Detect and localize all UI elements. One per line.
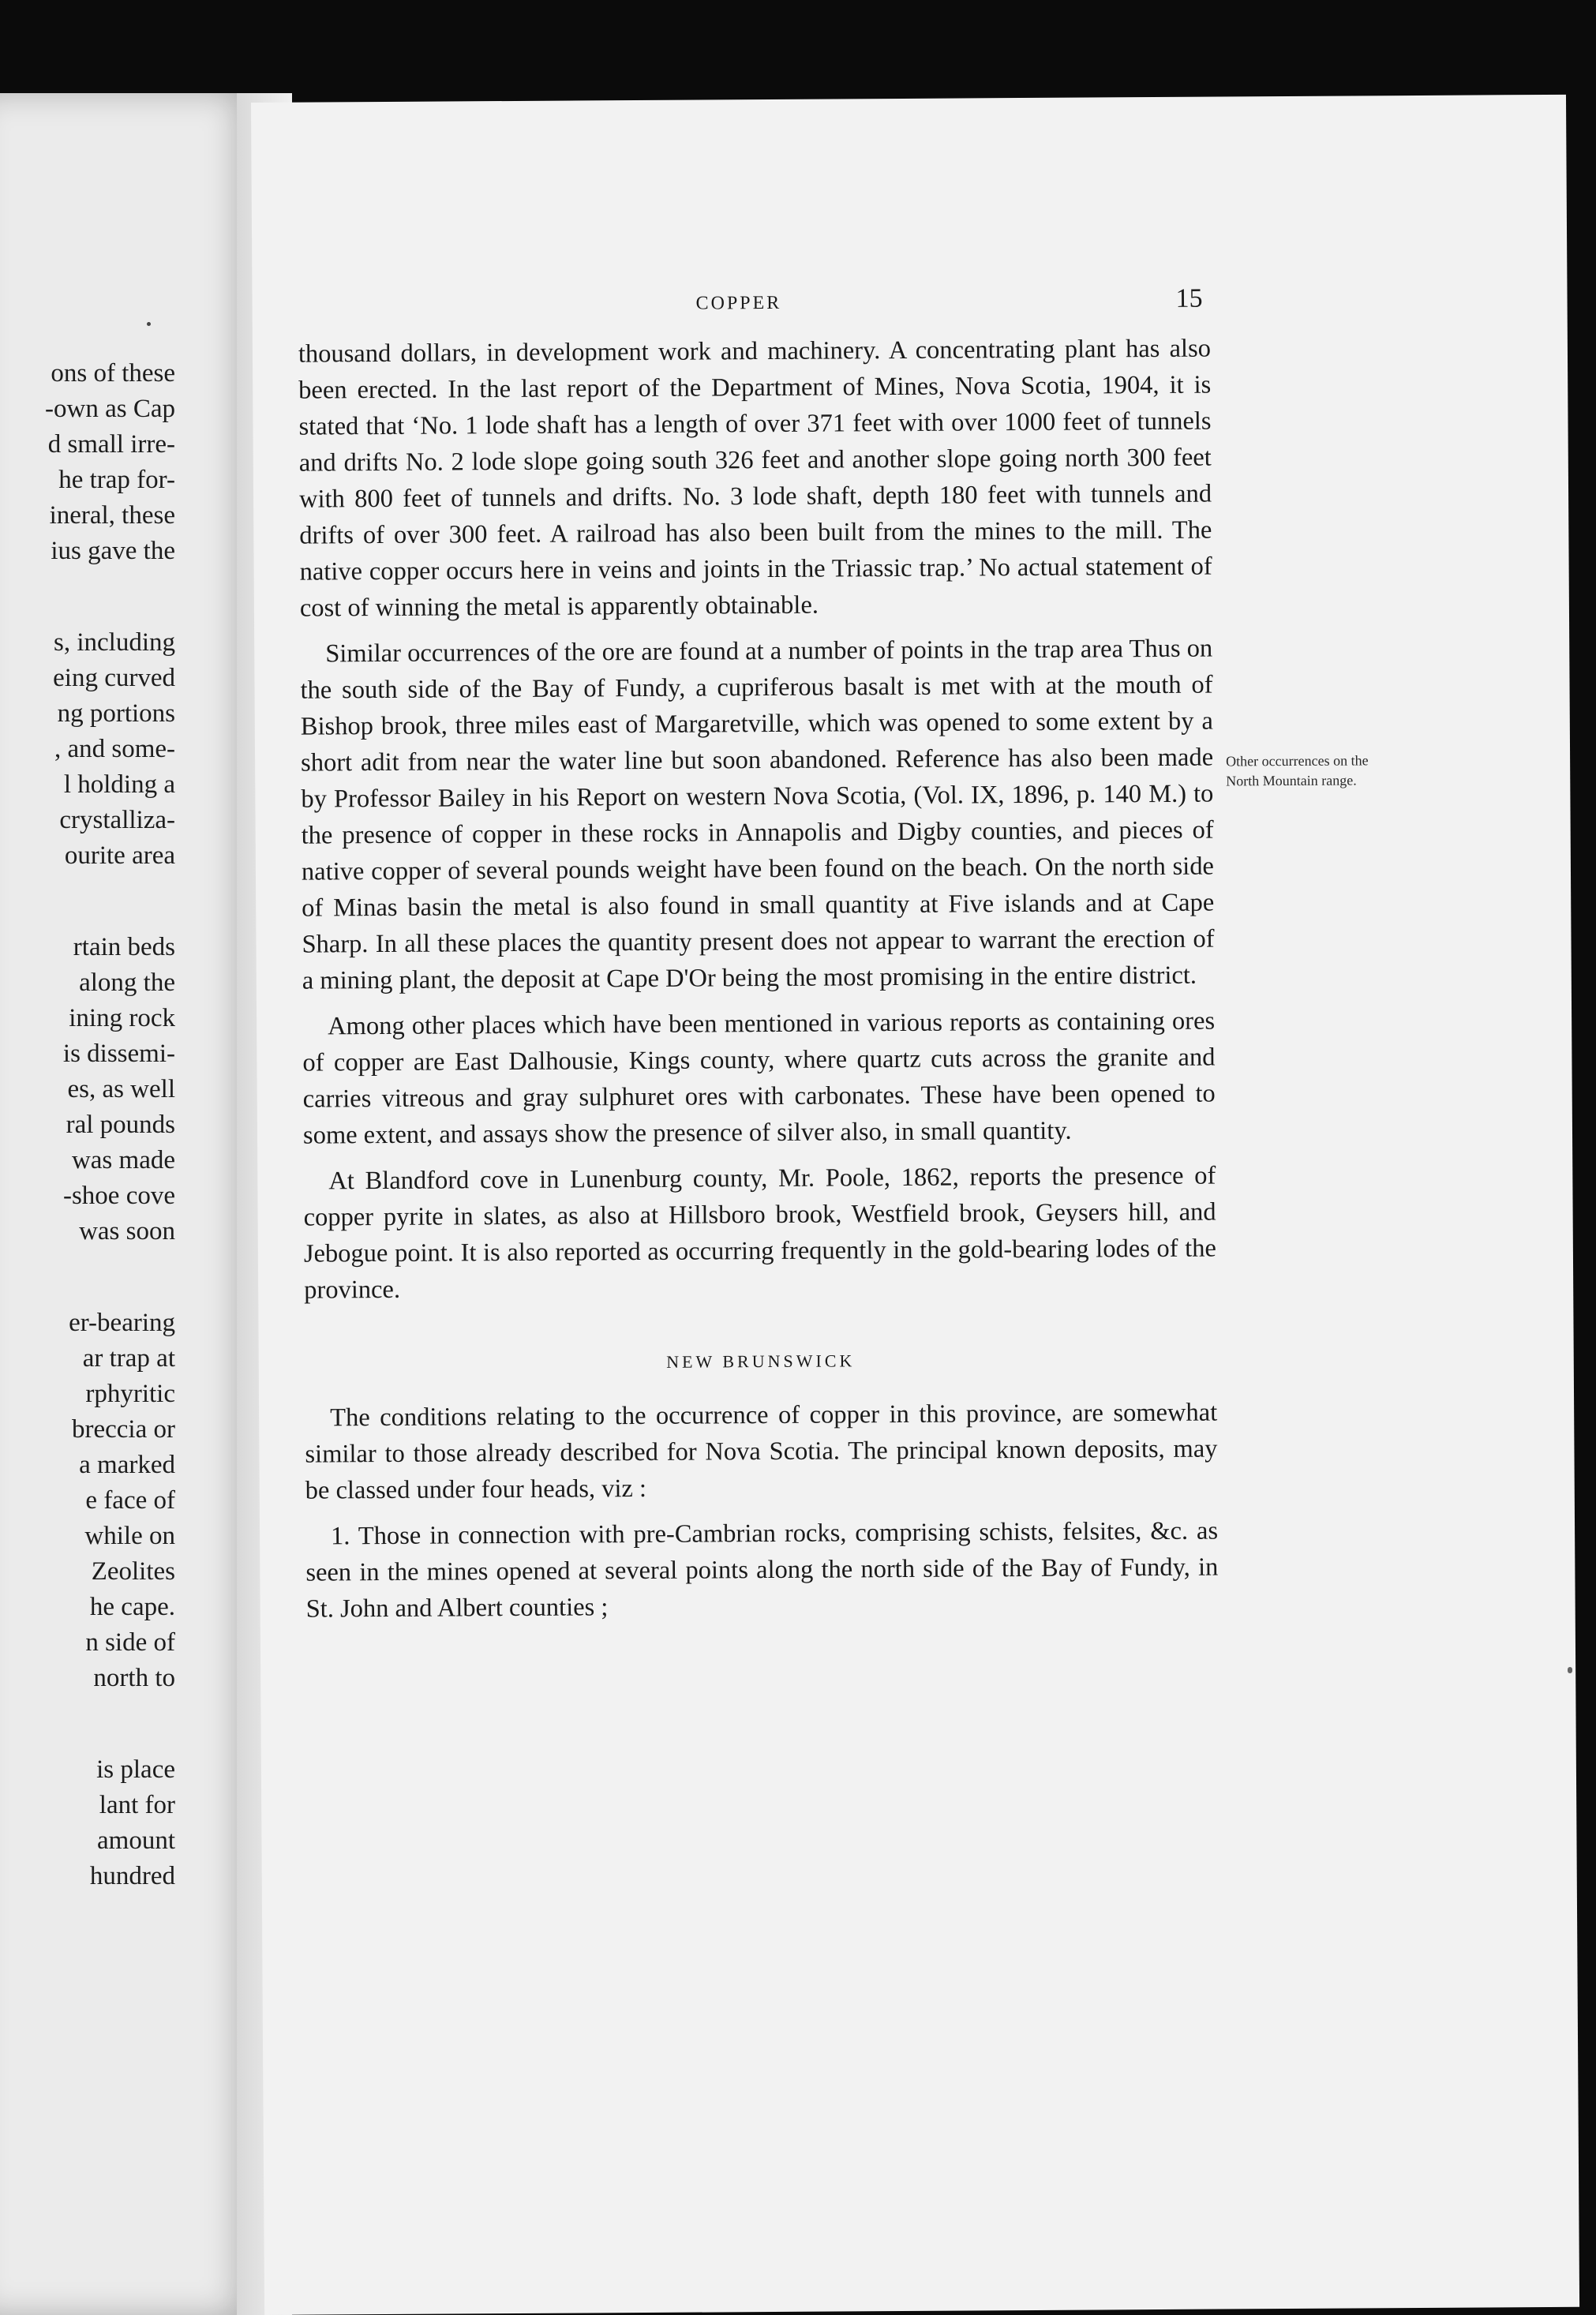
left-page-line: e face of	[85, 1486, 175, 1515]
left-page-line: ar trap at	[82, 1344, 175, 1373]
left-page-line: -shoe cove	[62, 1182, 175, 1210]
left-page-line: ourite area	[64, 841, 175, 870]
left-page-line: is dissemi-	[62, 1040, 175, 1068]
left-page-line: along the	[79, 968, 175, 997]
left-page-line: crystalliza-	[59, 806, 175, 834]
page-number: 15	[1175, 283, 1203, 313]
left-page-line: s, including	[54, 628, 175, 657]
left-page-line: a marked	[79, 1451, 175, 1479]
left-page-line: he trap for-	[58, 466, 175, 494]
left-page-line: ining rock	[69, 1004, 175, 1032]
left-page-line: rtain beds	[73, 933, 175, 961]
page-speck	[147, 322, 151, 326]
left-page-line: hundred	[89, 1862, 175, 1890]
left-page-line: breccia or	[72, 1415, 175, 1444]
left-page-line: while on	[84, 1522, 175, 1550]
left-page-line: ral pounds	[66, 1111, 175, 1139]
left-page-line: he cape.	[89, 1593, 175, 1621]
left-page-line: ius gave the	[51, 537, 175, 565]
left-page-line: amount	[97, 1826, 175, 1855]
left-page-line: , and some-	[54, 735, 175, 763]
left-page-line: d small irre-	[47, 430, 175, 459]
left-page-line: was soon	[79, 1217, 175, 1246]
left-page-line: -own as Cap	[45, 395, 175, 423]
running-title: COPPER	[695, 292, 782, 314]
paragraph-6: 1. Those in connection with pre-Cambrian rocks, comprising schists, felsites, &c. as seen in the mines opened at several points along the north side of the Bay of Fundy, in St. John and Albert counties ;	[305, 1516, 1219, 1624]
paragraph-3: Among other places which have been mentioned in various reports as containing ores of copper are East Dalhousie, Kings county, where quartz cuts across the granite and carries vitreous and gray sulphuret ores with carbonates. These have been opened to some extent, and assays show the presence of silver also, in small quantity.	[302, 1006, 1216, 1150]
left-page-line: l holding a	[63, 770, 175, 799]
left-page-line: rphyritic	[85, 1380, 175, 1408]
running-head	[252, 283, 1567, 314]
left-page-line: Zeolites	[91, 1557, 175, 1586]
left-page-line: was made	[71, 1146, 175, 1174]
paragraph-1: thousand dollars, in development work and machinery. A concentrating plant has also been erected. In the last report of the Department of Mines, Nova Scotia, 1904, it is stated that ‘No. 1 lode shaft has a length of over 371 feet with over 1000 feet of tunnels and drifts No. 2 lode slope going south 326 feet and another slope going north 300 feet with 800 feet of tunnels and drifts. No. 3 lode shaft, depth 180 feet with tunnels and drifts of over 300 feet. A railroad has also been built from the mines to the mill. The native copper occurs here in veins and joints in the Triassic trap.’ No actual statement of cost of winning the metal is apparently obtainable.	[298, 334, 1212, 623]
left-page-line: ineral, these	[49, 501, 175, 530]
left-page-line: eing curved	[53, 664, 175, 692]
left-page-line: es, as well	[67, 1075, 175, 1103]
left-page-line: er-bearing	[69, 1309, 175, 1337]
marginal-note: Other occurrences on the North Mountain range.	[1226, 752, 1369, 789]
paragraph-5: The conditions relating to the occurrence of copper in this province, are somewhat similar to those already described for Nova Scotia. The principal known deposits, may be classed under four heads, viz :	[305, 1398, 1218, 1505]
left-page-line: ons of these	[51, 359, 175, 388]
background-speck	[1568, 1667, 1572, 1673]
paragraph-2: Similar occurrences of the ore are found at a number of points in the trap area Thus on the south side of the Bay of Fundy, a cupriferous basalt is met with at the mouth of Bishop brook, three miles east of Margaretville, which was opened to some extent by a short adit from near the water line but soon abandoned. Reference has also been made by Professor Bailey in his Report on western Nova Scotia, (Vol. IX, 1896, p. 140 M.) to the presence of copper in these rocks in Annapolis and Digby counties, and pieces of native copper of several pounds weight have been found on the beach. On the north side of Minas basin the metal is also found in small quantity at Five islands and at Cape Sharp. In all these places the quantity present does not appear to warrant the erection of a mining plant, the deposit at Cape D'Or being the most promising in the entire district.	[300, 634, 1215, 995]
paragraph-4: At Blandford cove in Lunenburg county, Mr. Poole, 1862, reports the presence of copper pyrite in slates, as also at Hillsboro brook, Westfield brook, Geysers hill, and Jebogue point. It is also reported as occurring frequently in the gold-bearing lodes of the province.	[303, 1161, 1216, 1305]
section-heading: NEW BRUNSWICK	[666, 1350, 856, 1372]
left-page	[0, 93, 260, 2315]
left-page-line: lant for	[99, 1791, 175, 1819]
left-page-line: is place	[96, 1755, 175, 1784]
right-page	[251, 95, 1579, 2315]
left-page-line: ng portions	[57, 699, 175, 728]
left-page-line: n side of	[85, 1628, 175, 1657]
body-text	[298, 331, 1219, 1637]
left-page-line: north to	[93, 1664, 175, 1692]
